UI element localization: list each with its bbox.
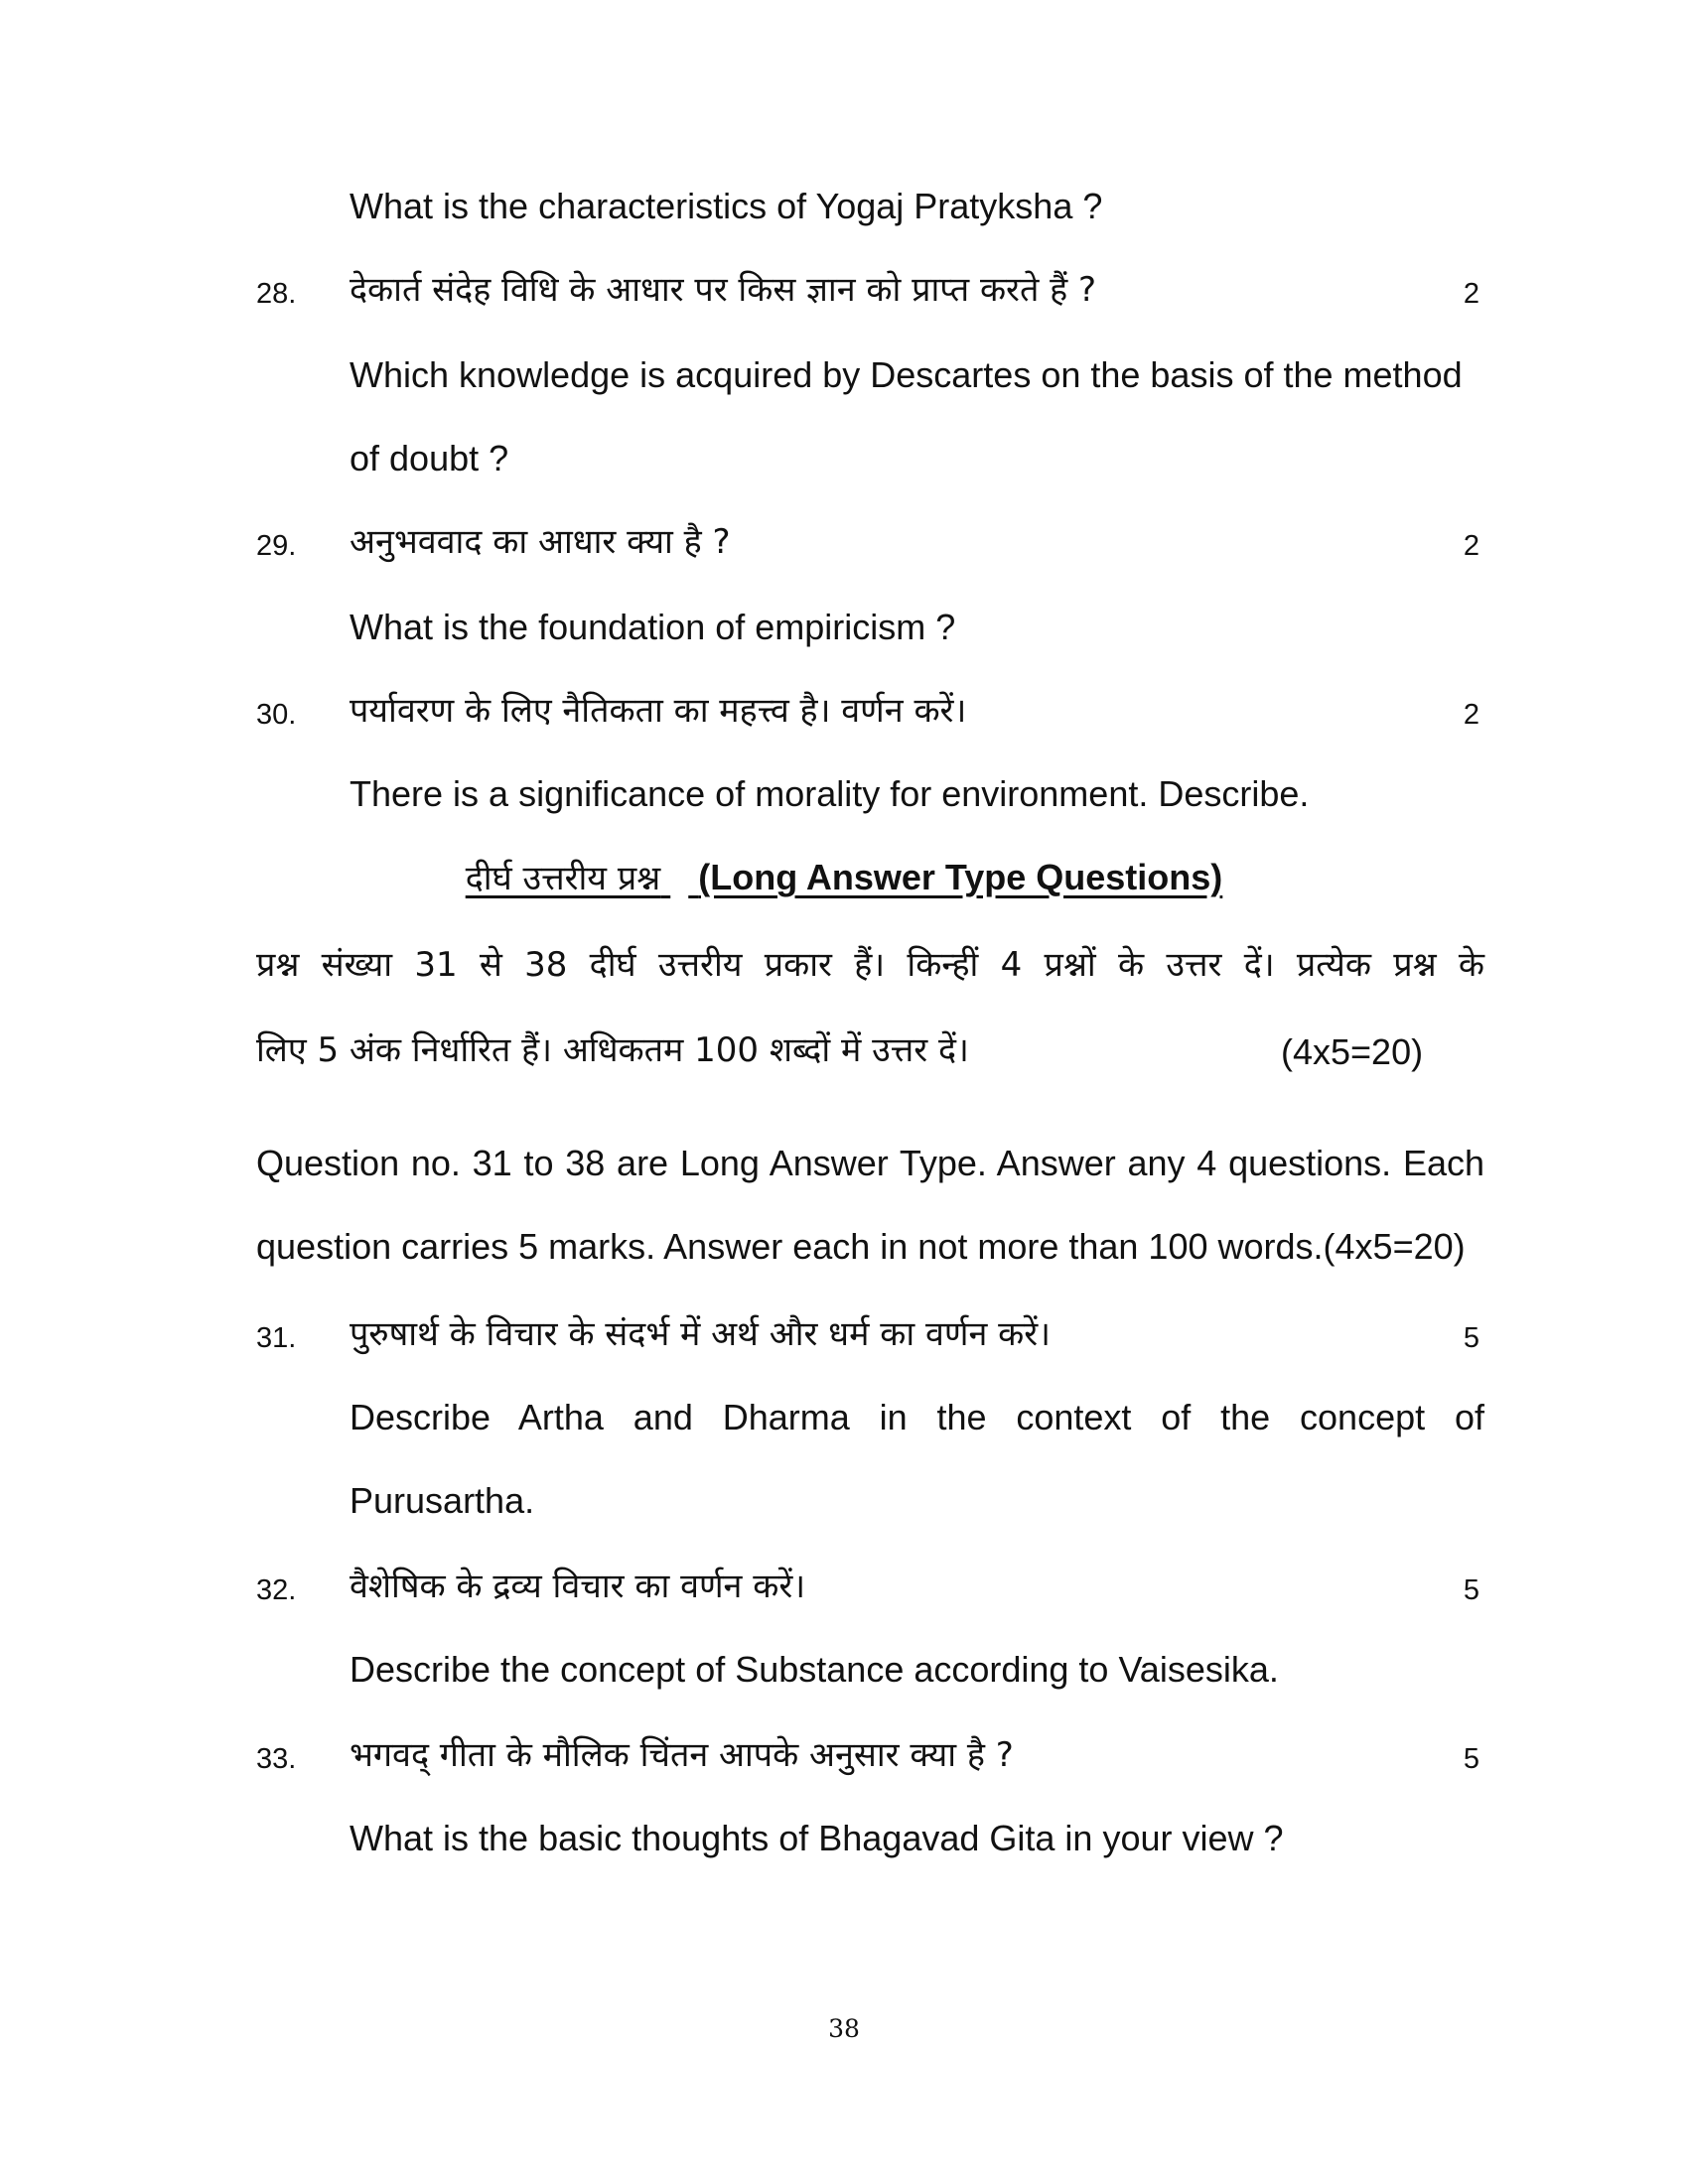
q33-number: 33. <box>256 1743 297 1775</box>
q29-english-line1: What is the foundation of empiricism ? <box>350 607 956 647</box>
instructions-hindi-line1: प्रश्न संख्या 31 से 38 दीर्घ उत्तरीय प्रकार हैं। किन्हीं 4 प्रश्नों के उत्तर दें। प्रत्येक प्रश्न के <box>256 945 1484 985</box>
q28-hindi-text: देकार्त संदेह विधि के आधार पर किस ज्ञान को प्राप्त करते हैं ? <box>350 270 1097 310</box>
instructions-hindi-marks: (4x5=20) <box>1281 1031 1424 1072</box>
q28-number: 28. <box>256 278 297 310</box>
page-number: 38 <box>828 2014 860 2043</box>
section-heading <box>0 856 1688 900</box>
q32-hindi-text: वैशेषिक के द्रव्य विचार का वर्णन करें। <box>350 1567 806 1606</box>
q31-english-line1: Describe Artha and Dharma in the context of the concept of <box>350 1397 1484 1437</box>
instructions-hindi-line2: लिए 5 अंक निर्धारित हैं। अधिकतम 100 शब्दों में उत्तर दें। <box>256 1030 969 1070</box>
instructions-english-line2: question carries 5 marks. Answer each in not more than 100 words.(4x5=20) <box>256 1226 1466 1267</box>
q28-english-line1: Which knowledge is acquired by Descartes on the basis of the method <box>350 354 1463 395</box>
q31-hindi-text: पुरुषार्थ के विचार के संदर्भ में अर्थ और धर्म का वर्णन करें। <box>350 1314 1052 1354</box>
q29-hindi-text: अनुभववाद का आधार क्या है ? <box>350 522 731 562</box>
q30-hindi-text: पर्यावरण के लिए नैतिकता का महत्त्व है। वर्णन करें। <box>350 691 967 731</box>
q29-marks: 2 <box>1463 530 1479 562</box>
section-heading-english: (Long Answer Type Questions) <box>698 857 1223 897</box>
q28-marks: 2 <box>1463 278 1479 310</box>
q28-english-line2: of doubt ? <box>350 438 509 478</box>
q27-english-text: What is the characteristics of Yogaj Pratyksha ? <box>350 186 1103 226</box>
q29-number: 29. <box>256 530 297 562</box>
q30-english-line1: There is a significance of morality for environment. Describe. <box>350 773 1310 814</box>
q30-marks: 2 <box>1463 699 1479 731</box>
q32-marks: 5 <box>1463 1574 1479 1606</box>
q32-english-line1: Describe the concept of Substance according to Vaisesika. <box>350 1649 1279 1690</box>
q30-number: 30. <box>256 699 297 731</box>
q31-marks: 5 <box>1463 1322 1479 1354</box>
q33-hindi-text: भगवद् गीता के मौलिक चिंतन आपके अनुसार क्या है ? <box>350 1735 1014 1775</box>
q32-number: 32. <box>256 1574 297 1606</box>
instructions-english-line1: Question no. 31 to 38 are Long Answer Type. Answer any 4 questions. Each <box>256 1143 1484 1183</box>
q33-marks: 5 <box>1463 1743 1479 1775</box>
q31-number: 31. <box>256 1322 297 1354</box>
q33-english-line1: What is the basic thoughts of Bhagavad Gita in your view ? <box>350 1818 1284 1858</box>
section-heading-hindi: दीर्घ उत्तरीय प्रश्न <box>465 859 661 898</box>
q31-english-line2: Purusartha. <box>350 1480 535 1521</box>
